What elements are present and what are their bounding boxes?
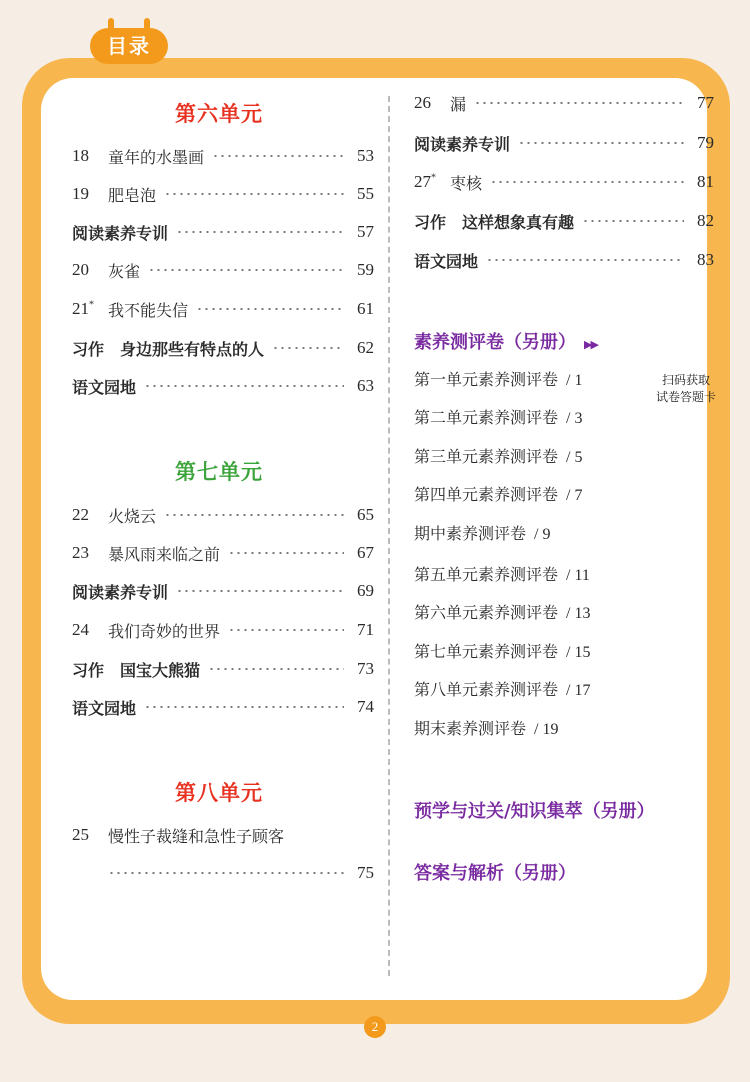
page-ref: 79: [697, 133, 714, 152]
tests-section-heading[interactable]: 素养测评卷（另册） ▶▶: [414, 332, 597, 353]
toc-entry[interactable]: [72, 296, 374, 322]
entry-title: 阅读素养专训: [72, 582, 169, 602]
entry-title: 暴风雨来临之前: [108, 544, 221, 564]
entry-title: 语文园地: [414, 251, 479, 271]
test-entry[interactable]: 第七单元素养测评卷 / 15: [414, 642, 591, 661]
dot-leader: [164, 514, 344, 516]
page-number-badge: 2: [364, 1016, 386, 1038]
entry-title: 我们奇妙的世界: [108, 621, 221, 641]
dot-leader: [144, 706, 344, 708]
test-entry[interactable]: 第五单元素养测评卷 / 11: [414, 565, 590, 584]
toc-entry[interactable]: [72, 502, 374, 528]
entry-title: 慢性子裁缝和急性子顾客: [108, 826, 285, 846]
entry-title: 漏: [450, 94, 467, 114]
contents-title: 目录: [107, 34, 151, 58]
dot-leader: [228, 629, 344, 631]
tab-antenna-icon: [144, 18, 150, 30]
page-ref: 71: [357, 620, 374, 639]
toc-entry-continuation[interactable]: [72, 860, 374, 886]
entry-title: 习作 国宝大熊猫: [72, 660, 201, 680]
page-ref: 67: [357, 543, 374, 562]
page-ref: 55: [357, 184, 374, 203]
tab-antenna-icon: [108, 18, 114, 30]
entry-title: 我不能失信: [108, 300, 189, 320]
column-divider: [388, 96, 390, 976]
page-ref: 61: [357, 299, 374, 318]
dot-leader: [108, 872, 344, 874]
toc-entry[interactable]: [414, 208, 714, 234]
test-entry[interactable]: 期末素养测评卷 / 19: [414, 719, 559, 738]
lesson-number: 27*: [414, 172, 436, 191]
dot-leader: [582, 220, 684, 222]
page-ref: 65: [357, 505, 374, 524]
dot-leader: [272, 347, 344, 349]
scan-qr-note: 扫码获取 试卷答题卡: [655, 373, 716, 404]
dot-leader: [148, 269, 344, 271]
entry-title: 童年的水墨画: [108, 147, 205, 167]
test-entry[interactable]: 第四单元素养测评卷 / 7: [414, 485, 583, 504]
toc-entry[interactable]: [72, 257, 374, 283]
entry-title: 阅读素养专训: [414, 134, 511, 154]
entry-title: 语文园地: [72, 698, 137, 718]
entry-title: 习作 这样想象真有趣: [414, 212, 575, 232]
toc-entry[interactable]: [72, 578, 374, 604]
page-ref: 74: [357, 697, 374, 716]
dot-leader: [212, 155, 344, 157]
page-ref: 77: [697, 93, 714, 112]
dot-leader: [474, 102, 684, 104]
lesson-number: 21*: [72, 299, 94, 318]
dot-leader: [228, 552, 344, 554]
dot-leader: [490, 181, 684, 183]
test-entry[interactable]: 第三单元素养测评卷 / 5: [414, 447, 583, 466]
test-entry[interactable]: 第二单元素养测评卷 / 3: [414, 408, 583, 427]
toc-entry[interactable]: [72, 694, 374, 720]
toc-entry[interactable]: [72, 540, 374, 566]
toc-entry[interactable]: [72, 219, 374, 245]
double-arrow-icon: ▶▶: [584, 338, 597, 351]
dot-leader: [164, 193, 344, 195]
test-entry[interactable]: 第八单元素养测评卷 / 17: [414, 680, 591, 699]
toc-entry[interactable]: [414, 169, 714, 195]
toc-entry[interactable]: [414, 247, 714, 273]
entry-title: 语文园地: [72, 377, 137, 397]
toc-entry[interactable]: [72, 656, 374, 682]
lesson-number: 25: [72, 825, 89, 844]
lesson-number: 19: [72, 184, 89, 203]
page-ref: 83: [697, 250, 714, 269]
dot-leader: [176, 231, 344, 233]
dot-leader: [176, 590, 344, 592]
dot-leader: [518, 142, 684, 144]
toc-entry[interactable]: [72, 181, 374, 207]
toc-entry[interactable]: [72, 822, 374, 848]
toc-entry[interactable]: [72, 335, 374, 361]
toc-entry[interactable]: [414, 130, 714, 156]
lesson-number: 26: [414, 93, 431, 112]
test-entry[interactable]: 第六单元素养测评卷 / 13: [414, 603, 591, 622]
toc-entry[interactable]: [72, 617, 374, 643]
unit-heading-6: 第六单元: [175, 102, 263, 126]
prestudy-section-heading[interactable]: 预学与过关/知识集萃（另册）: [414, 801, 655, 822]
test-entry[interactable]: 期中素养测评卷 / 9: [414, 524, 551, 543]
toc-entry[interactable]: [72, 373, 374, 399]
entry-title: 习作 身边那些有特点的人: [72, 339, 265, 359]
unit-heading-8: 第八单元: [175, 781, 263, 805]
page-ref: 69: [357, 581, 374, 600]
answers-section-heading[interactable]: 答案与解析（另册）: [414, 863, 576, 884]
entry-title: 火烧云: [108, 506, 157, 526]
page-ref: 81: [697, 172, 714, 191]
dot-leader: [144, 385, 344, 387]
dot-leader: [208, 668, 344, 670]
page-ref: 59: [357, 260, 374, 279]
lesson-number: 20: [72, 260, 89, 279]
page-ref: 57: [357, 222, 374, 241]
contents-title-tab: [90, 28, 168, 64]
toc-entry[interactable]: [414, 90, 714, 116]
lesson-number: 18: [72, 146, 89, 165]
lesson-number: 23: [72, 543, 89, 562]
page-ref: 73: [357, 659, 374, 678]
page-ref: 63: [357, 376, 374, 395]
entry-title: 阅读素养专训: [72, 223, 169, 243]
page-ref: 75: [357, 863, 374, 882]
page-ref: 53: [357, 146, 374, 165]
page-ref: 82: [697, 211, 714, 230]
toc-entry[interactable]: [72, 143, 374, 169]
lesson-number: 24: [72, 620, 89, 639]
entry-title: 枣核: [450, 173, 483, 193]
entry-title: 肥皂泡: [108, 185, 157, 205]
page-ref: 62: [357, 338, 374, 357]
test-entry[interactable]: 第一单元素养测评卷 / 1: [414, 370, 583, 389]
lesson-number: 22: [72, 505, 89, 524]
unit-heading-7: 第七单元: [175, 460, 263, 484]
dot-leader: [486, 259, 684, 261]
dot-leader: [196, 308, 344, 310]
entry-title: 灰雀: [108, 261, 141, 281]
